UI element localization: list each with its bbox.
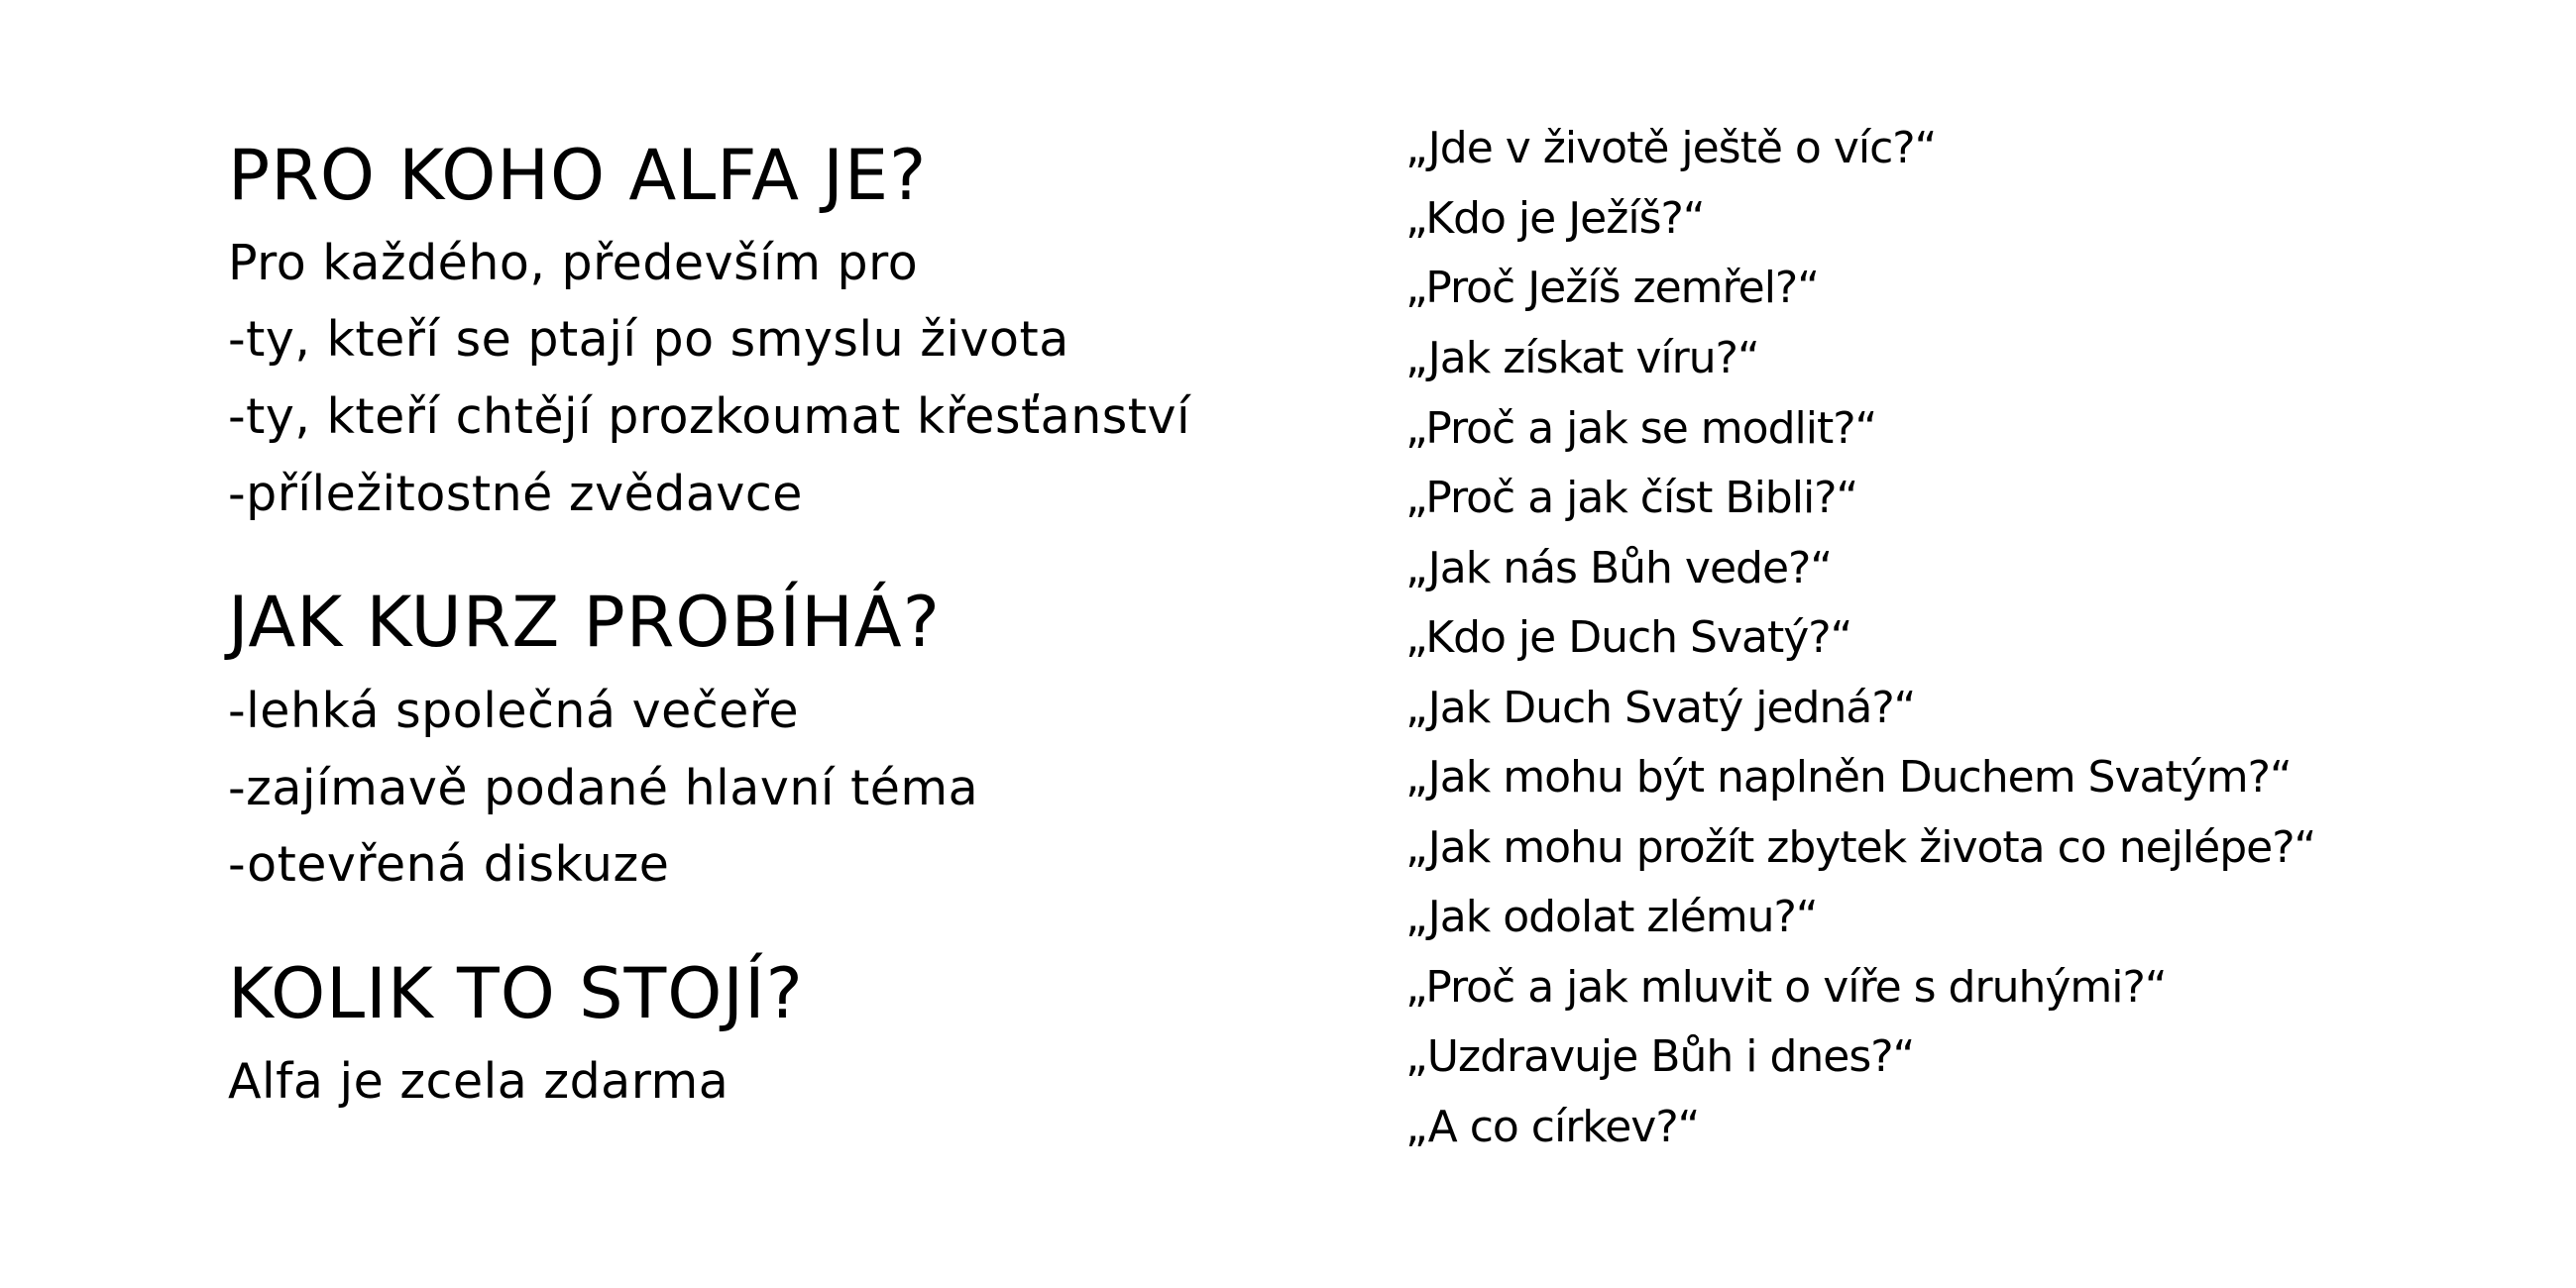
section-2-line: -lehká společná večeře [228,683,800,739]
question-item: „Proč Ježíš zemřel?“ [1405,263,1820,313]
question-item: „Jak Duch Svatý jedná?“ [1405,683,1916,733]
question-item: „Proč a jak číst Bibli?“ [1405,473,1858,523]
question-item: „A co církev?“ [1405,1102,1700,1152]
section-1-line: -ty, kteří se ptají po smyslu života [228,311,1069,368]
heading-kolik: KOLIK TO STOJÍ? [228,953,804,1034]
question-item: „Jak nás Bůh vede?“ [1405,543,1833,593]
question-item: „Proč a jak mluvit o víře s druhými?“ [1405,962,2167,1013]
heading-jak-kurz: JAK KURZ PROBÍHÁ? [228,582,941,663]
question-item: „Uzdravuje Bůh i dnes?“ [1405,1031,1915,1082]
heading-pro-koho: PRO KOHO ALFA JE? [228,135,928,216]
section-1-line: -ty, kteří chtějí prozkoumat křesťanství [228,388,1191,445]
section-1-line: Pro každého, především pro [228,235,919,291]
question-item: „Kdo je Duch Svatý?“ [1405,612,1852,663]
question-item: „Kdo je Ježíš?“ [1405,193,1705,244]
section-2-line: -zajímavě podané hlavní téma [228,760,979,816]
question-item: „Jde v životě ještě o víc?“ [1405,123,1937,173]
section-3-line: Alfa je zcela zdarma [228,1053,729,1110]
section-2-line: -otevřená diskuze [228,836,670,893]
question-item: „Jak mohu prožít zbytek života co nejlépe?“ [1405,822,2316,873]
question-item: „Jak mohu být naplněn Duchem Svatým?“ [1405,752,2292,803]
question-item: „Jak odolat zlému?“ [1405,892,1818,942]
question-item: „Proč a jak se modlit?“ [1405,403,1877,454]
question-item: „Jak získat víru?“ [1405,333,1759,383]
section-1-line: -příležitostné zvědavce [228,466,803,522]
